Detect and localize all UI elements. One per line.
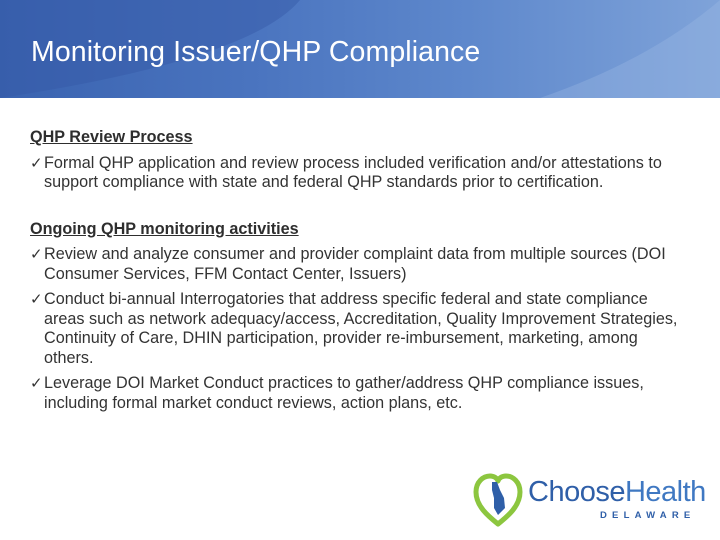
slide-title: Monitoring Issuer/QHP Compliance xyxy=(31,36,481,68)
slide-body xyxy=(30,128,690,413)
check-icon: ✓ xyxy=(30,375,43,392)
check-icon: ✓ xyxy=(30,291,43,308)
section-heading-review: QHP Review Process xyxy=(30,128,193,146)
bullet-item xyxy=(30,374,690,413)
title-header-band xyxy=(0,0,720,98)
bullet-item xyxy=(30,290,690,368)
logo-word-choose: Choose xyxy=(528,476,625,508)
choose-health-delaware-logo xyxy=(470,468,706,528)
logo-word-health: Health xyxy=(624,476,706,508)
logo-wordmark xyxy=(528,478,706,507)
bullet-item xyxy=(30,154,690,193)
delaware-heart-icon xyxy=(470,468,526,528)
bullet-text: Leverage DOI Market Conduct practices to gather/address QHP compliance issues, including formal market conduct reviews, action plans, etc. xyxy=(44,374,644,412)
check-icon: ✓ xyxy=(30,246,43,263)
bullet-item xyxy=(30,245,690,284)
check-icon: ✓ xyxy=(30,154,43,172)
bullet-text: Review and analyze consumer and provider complaint data from multiple sources (DOI Consumer Services, FFM Contact Center, Issuers) xyxy=(44,245,666,283)
section-heading-monitoring: Ongoing QHP monitoring activities xyxy=(30,219,299,238)
bullet-text: Formal QHP application and review process included verification and/or attestations to support compliance with state and federal QHP standards prior to certification. xyxy=(44,153,662,191)
logo-subtitle: DELAWARE xyxy=(600,510,696,521)
bullet-text: Conduct bi-annual Interrogatories that address specific federal and state compliance areas such as network adequacy/access, Accreditation, Quality Improvement Strategies, Continuity of Care, DHIN participation, provider re-imbursement, marketing, among others. xyxy=(44,290,678,367)
